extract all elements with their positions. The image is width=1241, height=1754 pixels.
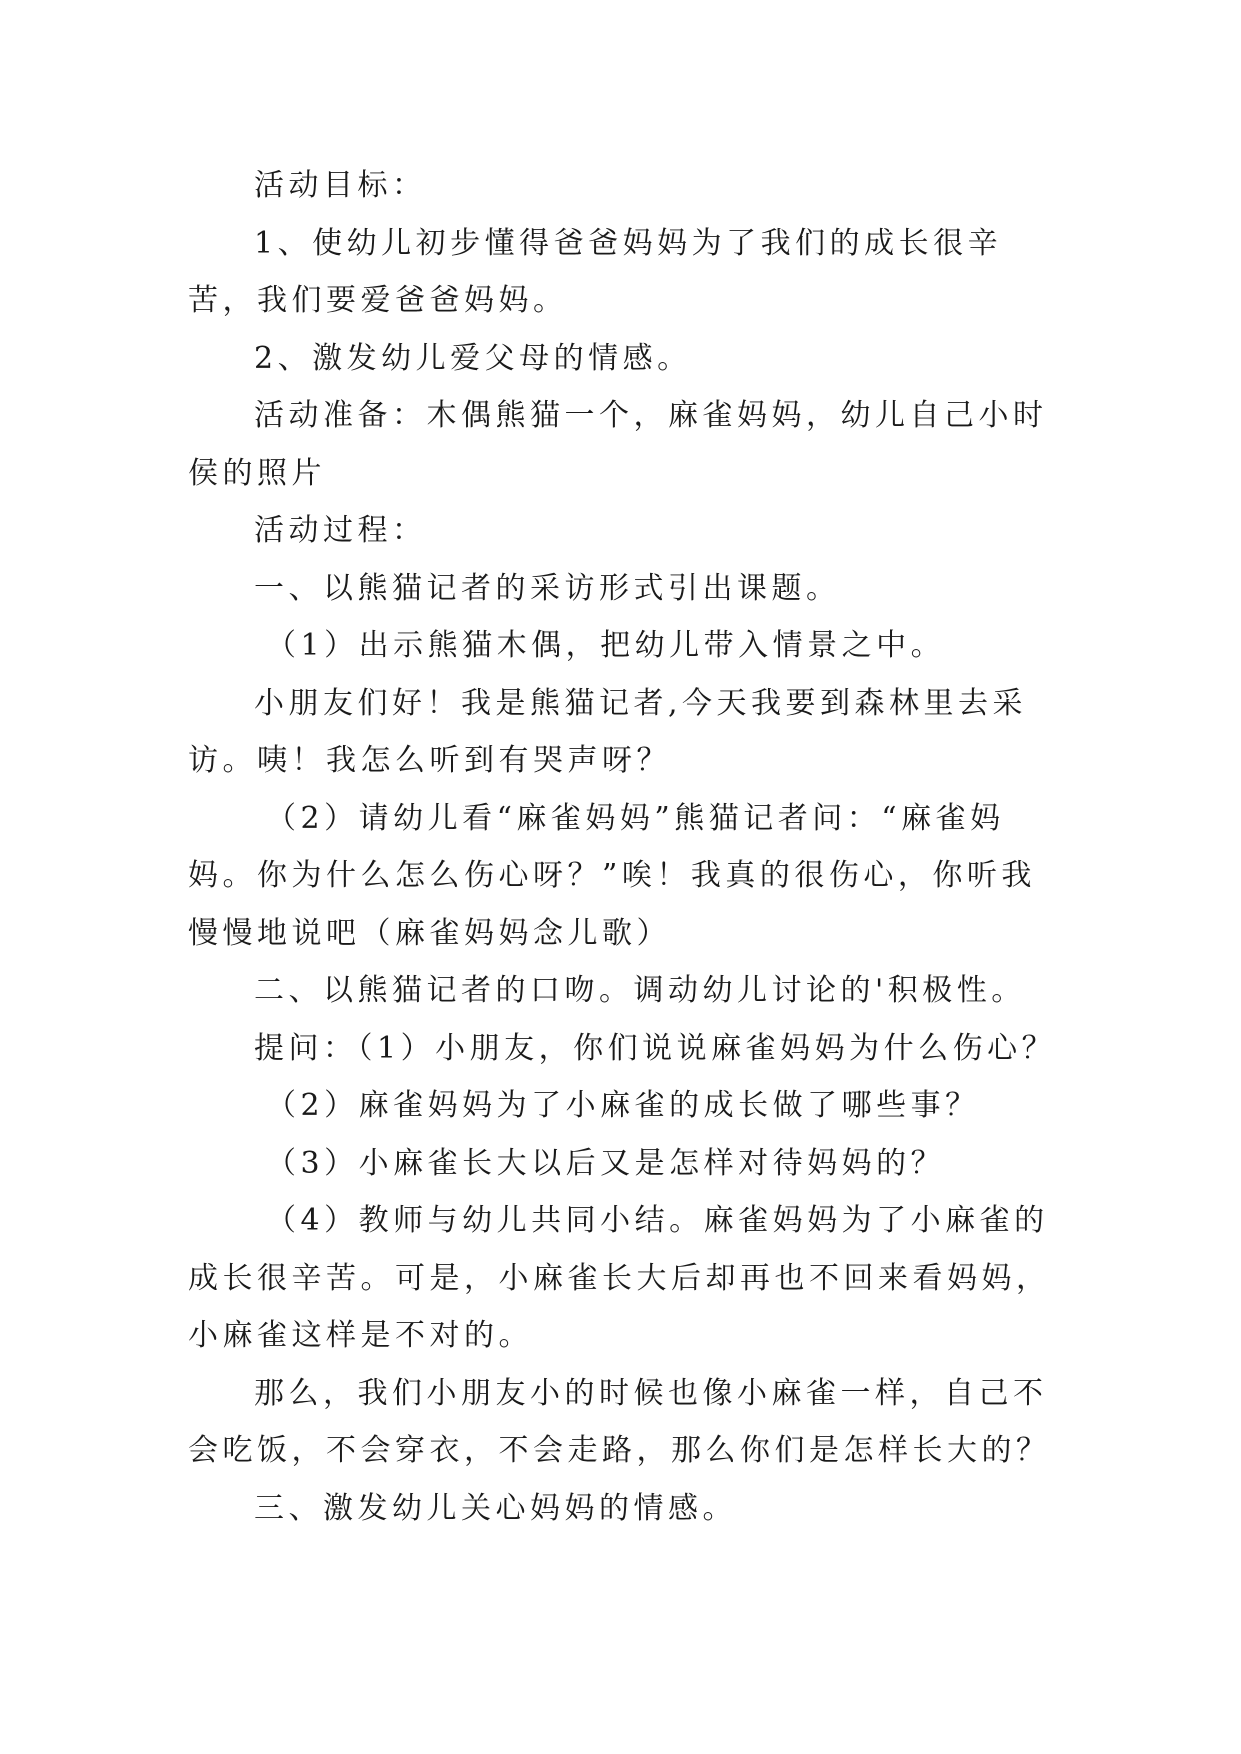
- heading-activity-process: 活动过程：: [254, 513, 427, 548]
- document-body: [188, 157, 1058, 1537]
- question-2: （2）麻雀妈妈为了小麻雀的成长做了哪些事？: [266, 1088, 980, 1123]
- question-3: （3）小麻雀长大以后又是怎样对待妈妈的？: [266, 1145, 946, 1181]
- panda-dialogue: 小朋友们好！我是熊猫记者,今天我要到森林里去采访。咦！我怎么听到有哭声呀？: [188, 685, 1028, 778]
- summary-4: （4）教师与幼儿共同小结。麻雀妈妈为了小麻雀的成长很辛苦。可是，小麻雀长大后却再也不回来看妈妈，小麻雀这样是不对的。: [188, 1203, 1051, 1353]
- process-substep-2: （2）请幼儿看“麻雀妈妈”熊猫记者问：“麻雀妈妈。你为什么怎么伤心呀？”唉！我真的很伤心，你听我慢慢地说吧（麻雀妈妈念儿歌）: [188, 800, 1036, 951]
- heading-activity-goals: 活动目标：: [254, 168, 427, 203]
- process-substep-1: （1）出示熊猫木偶，把幼儿带入情景之中。: [266, 628, 946, 663]
- process-step-2: 二、以熊猫记者的口吻。调动幼儿讨论的'积极性。: [254, 973, 1026, 1008]
- process-step-3: 三、激发幼儿关心妈妈的情感。: [254, 1490, 737, 1526]
- process-step-1: 一、以熊猫记者的采访形式引出课题。: [254, 570, 841, 606]
- reflection-paragraph: 那么，我们小朋友小的时候也像小麻雀一样，自己不会吃饭，不会穿衣，不会走路，那么你们是怎样长大的？: [188, 1375, 1051, 1468]
- question-1: 提问：（1）小朋友，你们说说麻雀妈妈为什么伤心？: [254, 1030, 1057, 1066]
- goal-item-2: 2、激发幼儿爱父母的情感。: [254, 340, 692, 376]
- activity-preparation: 活动准备：木偶熊猫一个，麻雀妈妈，幼儿自己小时侯的照片: [188, 398, 1048, 491]
- goal-item-1: 1、使幼儿初步懂得爸爸妈妈为了我们的成长很辛苦，我们要爱爸爸妈妈。: [188, 225, 1003, 318]
